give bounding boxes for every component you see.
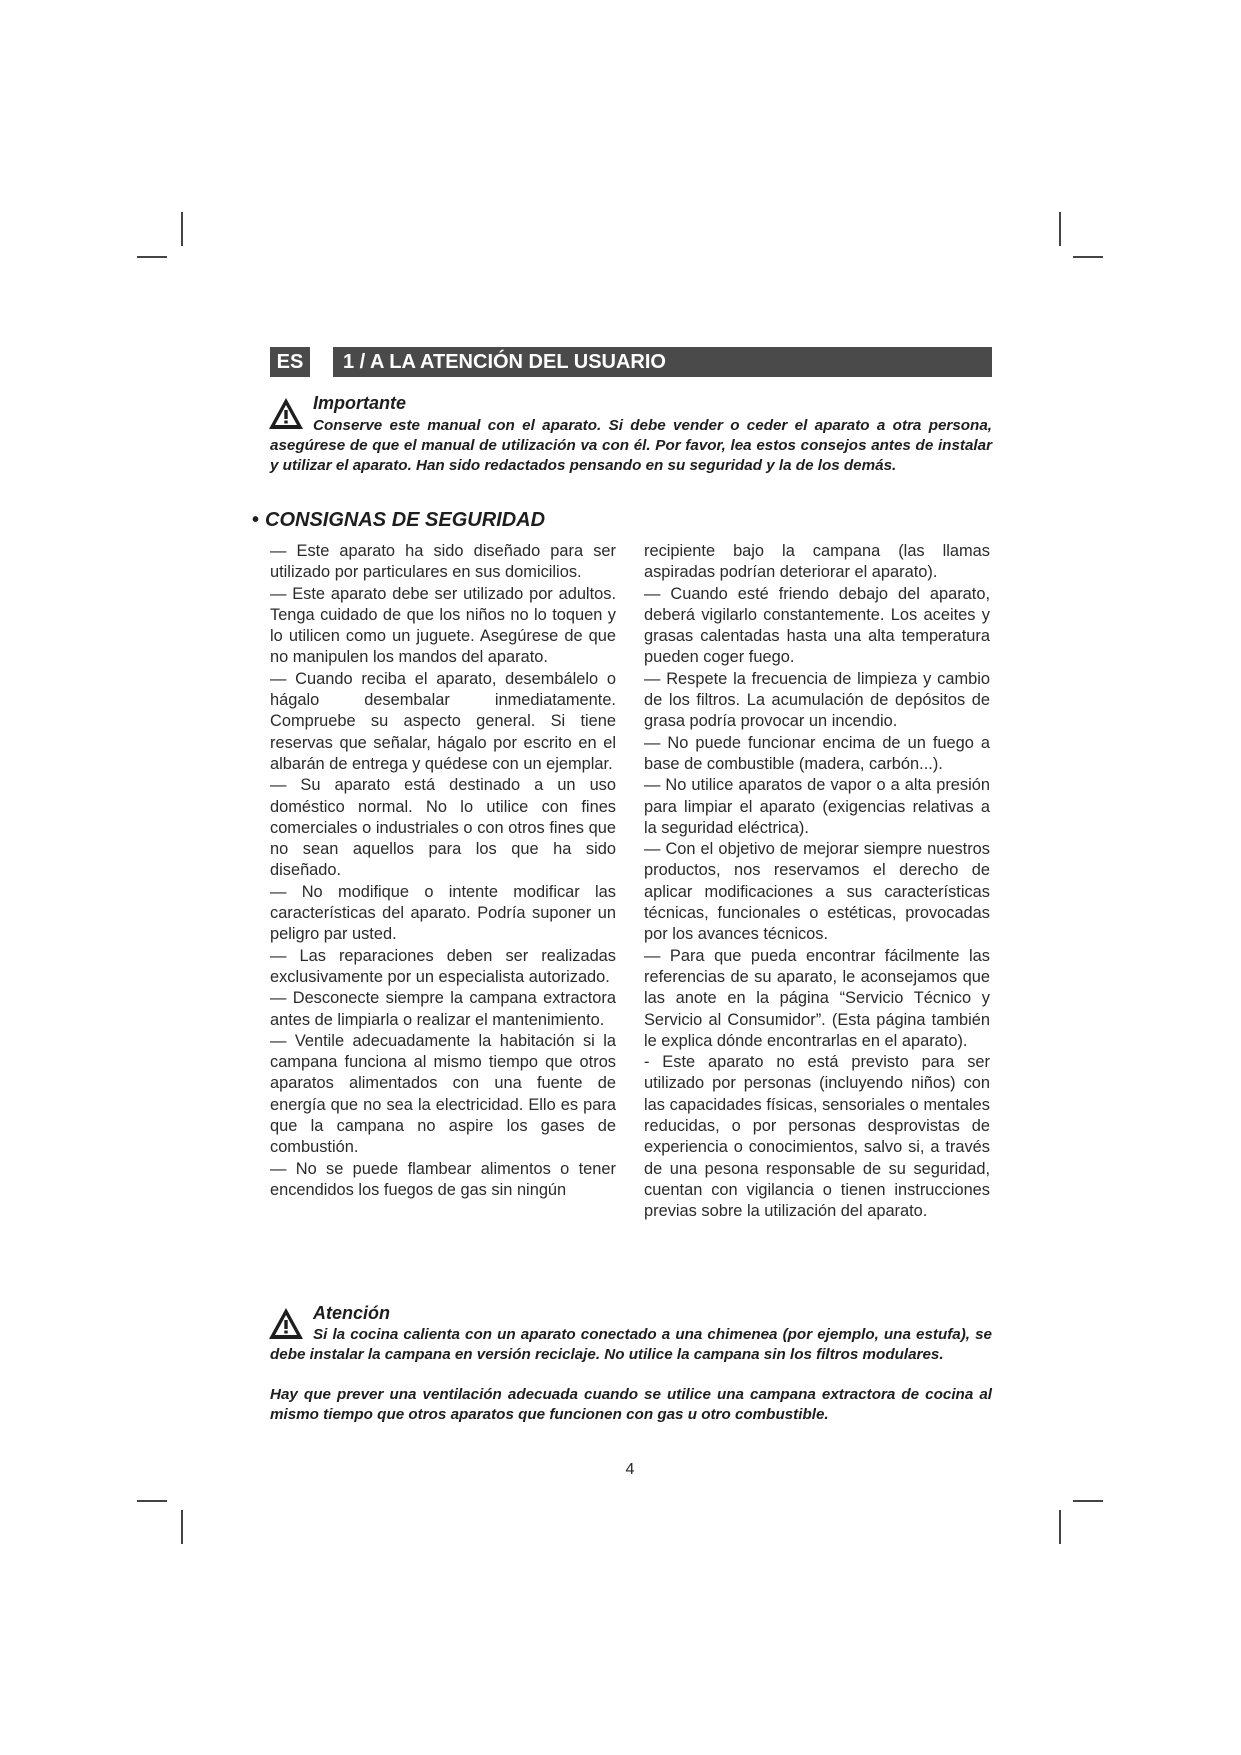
attention-title: Atención [313,1303,391,1323]
crop-mark [1059,212,1061,246]
section-title-bar [333,347,992,377]
safety-paragraph: — Las reparaciones deben ser realizadas exclusivamente por un especialista autorizado. [270,946,616,986]
safety-left-column [270,541,616,1201]
safety-heading [252,509,545,532]
safety-paragraph: - Este aparato no está previsto para ser utilizado por personas (incluyendo niños) con las capacidades físicas, sensoriales o mentales reducidas, o por personas desprovistas de experiencia o conocimientos, salvo si, a través de una pesona responsable de su seguridad, cuentan con vigilancia o tienen instrucciones previas sobre la utilización del aparato. [644,1053,990,1221]
attention-text: Si la cocina calienta con un aparato conectado a una chimenea (por ejemplo, una estufa), se debe instalar la campana en versión reciclaje. No utilice la campana sin los filtros modulares. [270,1326,992,1363]
crop-mark [1059,1510,1061,1544]
safety-paragraph: recipiente bajo la campana (las llamas aspiradas podrían deteriorar el aparato). [644,542,990,582]
crop-mark [137,1500,167,1502]
safety-right-column [644,541,990,1223]
language-tag: ES [270,347,310,377]
page-number: 4 [625,1461,635,1478]
attention-text-ventilation: Hay que prever una ventilación adecuada cuando se utilice una campana extractora de cocina al mismo tiempo que otros aparatos que funcionen con gas u otro combustible. [270,1386,992,1423]
heading-bullet: • [252,509,260,531]
important-title: Importante [313,393,407,413]
safety-paragraph: — Cuando reciba el aparato, desembálelo o hágalo desembalar inmediatamente. Compruebe su aspecto general. Si tiene reservas que señalar, hágalo por escrito en el albarán de entrega y quédese con un ejemplar. [270,669,616,773]
safety-heading-text: CONSIGNAS DE SEGURIDAD [265,509,546,531]
safety-paragraph: — No utilice aparatos de vapor o a alta presión para limpiar el aparato (exigencias relativas a la seguridad eléctrica). [644,776,990,837]
safety-paragraph: — No modifique o intente modificar las características del aparato. Podría suponer un peligro par usted. [270,882,616,944]
safety-paragraph: — Cuando esté friendo debajo del aparato, deberá vigilarlo constantemente. Los aceites y grasas calentadas hasta una alta temperatura pueden coger fuego. [644,584,990,667]
safety-paragraph: — No se puede flambear alimentos o tener encendidos los fuegos de gas sin ningún [270,1159,616,1199]
safety-paragraph: — Ventile adecuadamente la habitación si la campana funciona al mismo tiempo que otros aparatos alimentados con una fuente de energía que no sea la electricidad. Ello es para que la campana no aspire los gases de combustión. [270,1031,616,1157]
crop-mark [1073,256,1103,258]
crop-mark [181,1510,183,1544]
safety-paragraph: — Respete la frecuencia de limpieza y cambio de los filtros. La acumulación de depósitos de grasa podría provocar un incendio. [644,669,990,731]
safety-paragraph: — Este aparato debe ser utilizado por adultos. Tenga cuidado de que los niños no lo toquen y lo utilicen como un juguete. Asegúrese de que no manipulen los mandos del aparato. [270,584,616,667]
section-title: 1 / A LA ATENCIÓN DEL USUARIO [343,350,666,373]
safety-paragraph: — Para que pueda encontrar fácilmente las referencias de su aparato, le aconsejamos que las anote en la página “Servicio Técnico y Servicio al Consumidor”. (Esta página también le explica dónde encontrarlas en el aparato). [644,946,990,1050]
important-text: Conserve este manual con el aparato. Si debe vender o ceder el aparato a otra persona, asegúrese de que el manual de utilización va con él. Por favor, lea estos consejos antes de instalar y utilizar el aparato. Han sido redactados pensando en su seguridad y la de los demás. [270,417,992,474]
safety-paragraph: — Su aparato está destinado a un uso doméstico normal. No lo utilice con fines comerciales o industriales o con otros fines que no sean aquellos para los que ha sido diseñado. [270,776,616,880]
safety-paragraph: — No puede funcionar encima de un fuego a base de combustible (madera, carbón...). [644,733,990,773]
safety-paragraph: — Desconecte siempre la campana extractora antes de limpiarla o realizar el mantenimiento. [270,989,616,1029]
safety-paragraph: — Este aparato ha sido diseñado para ser utilizado por particulares en sus domicilios. [270,542,616,582]
crop-mark [1073,1500,1103,1502]
safety-paragraph: — Con el objetivo de mejorar siempre nuestros productos, nos reservamos el derecho de aplicar modificaciones a sus características técnicas, funcionales o estéticas, provocadas por los avances técnicos. [644,840,990,944]
crop-mark [137,256,167,258]
crop-mark [181,212,183,246]
